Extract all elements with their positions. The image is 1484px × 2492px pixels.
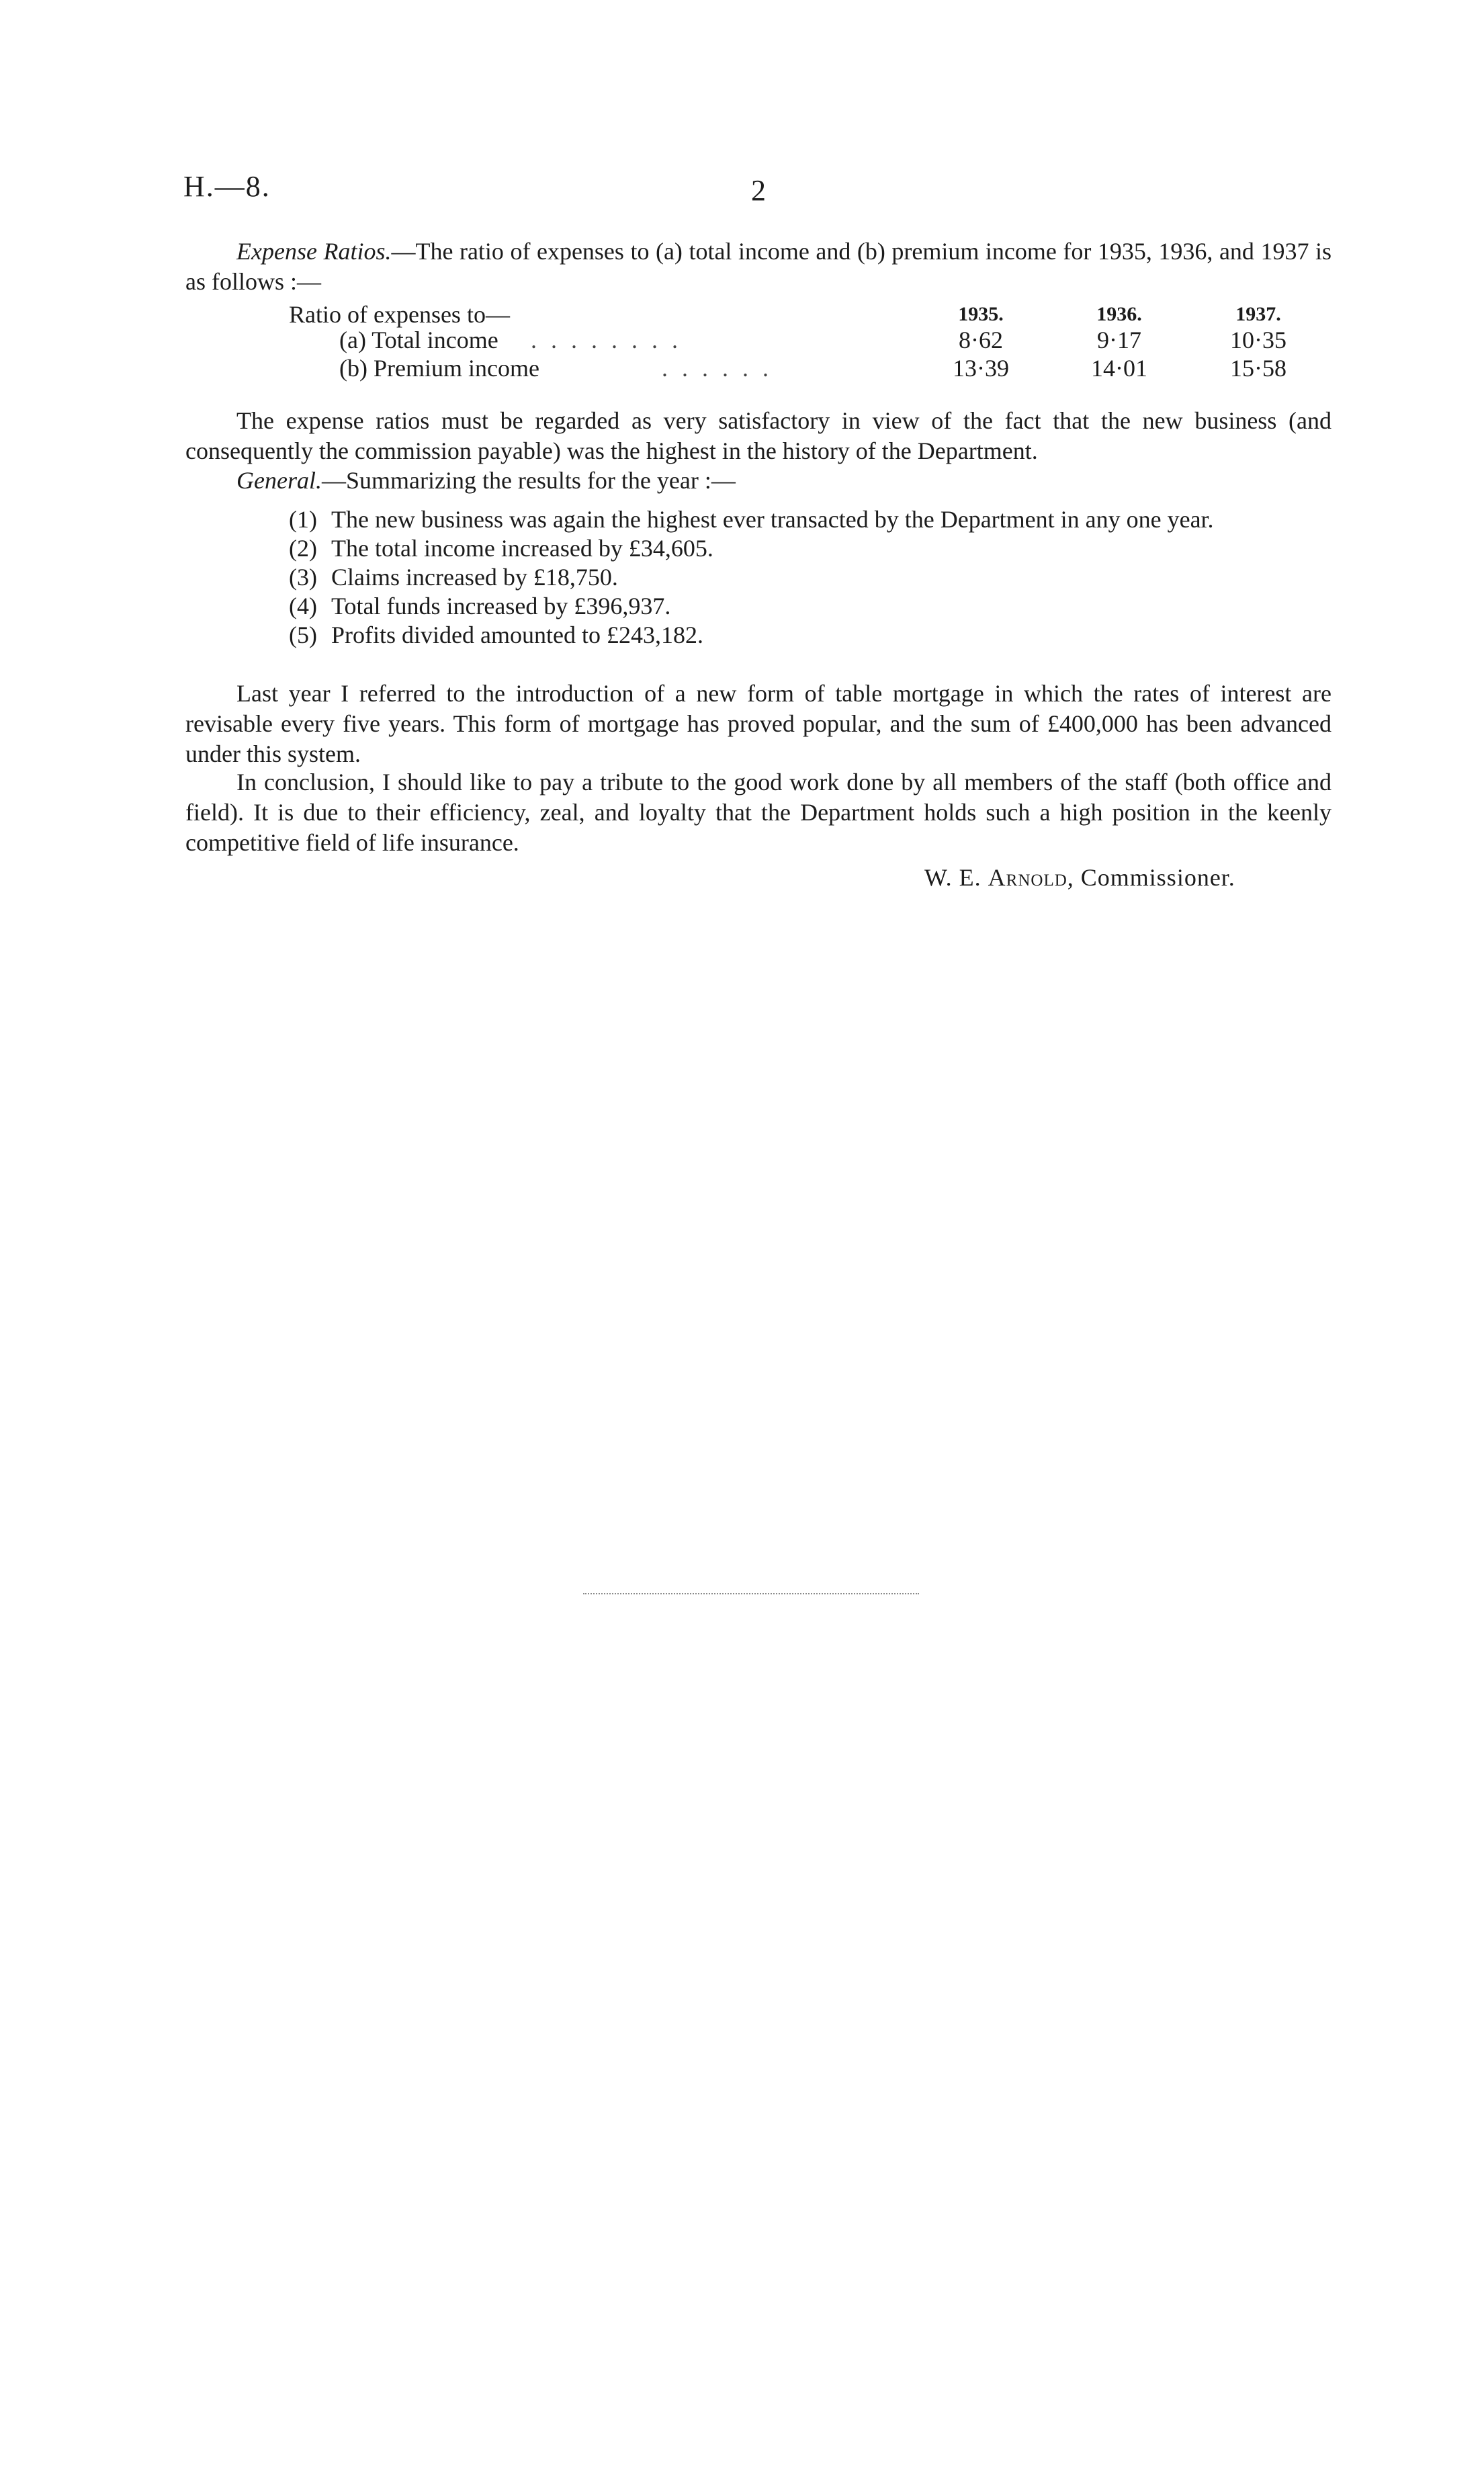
value-1936: 9·17 bbox=[1097, 327, 1141, 353]
document-code: H.—8. bbox=[183, 170, 271, 203]
expense-comment-paragraph: The expense ratios must be regarded as very satisfactory in view of the fact that the new business (and consequently the commission payable) was the highest in the history of the Department. bbox=[185, 407, 1332, 464]
list-item bbox=[289, 534, 1332, 563]
ratio-row-label: (b) Premium income bbox=[339, 355, 539, 382]
year-header-1935: 1935. bbox=[958, 303, 1004, 325]
expense-ratios-heading: Expense Ratios. bbox=[236, 238, 392, 265]
list-item-text: Total funds increased by £396,937. bbox=[331, 593, 671, 619]
leader-dots: . . . . . . bbox=[662, 355, 773, 382]
list-item bbox=[289, 563, 1332, 592]
ratio-row-premium-income bbox=[339, 354, 1286, 382]
list-item-number: (4) bbox=[289, 593, 317, 619]
expense-ratios-paragraph bbox=[185, 237, 1332, 297]
signature bbox=[924, 863, 1235, 892]
year-header-1936: 1936. bbox=[1096, 303, 1142, 325]
list-item bbox=[289, 592, 1332, 621]
conclusion-paragraph: In conclusion, I should like to pay a tribute to the good work done by all members of the staff (both office and field). It is due to their efficiency, zeal, and loyalty that the Department holds such a high position in the keenly competitive field of life insurance. bbox=[185, 769, 1332, 856]
ratio-row-label: (a) Total income bbox=[339, 327, 498, 353]
expense-ratios-text: —The ratio of expenses to (a) total income and (b) premium income for 1935, 1936, and 1937 is as follows :— bbox=[185, 238, 1332, 295]
list-item-text: Claims increased by £18,750. bbox=[331, 564, 618, 591]
ratio-row-total-income bbox=[339, 326, 1286, 354]
general-paragraph bbox=[185, 466, 1332, 496]
list-item-number: (1) bbox=[289, 506, 317, 533]
list-item bbox=[289, 621, 1332, 650]
results-list bbox=[289, 505, 1332, 650]
signature-initials: W. E. bbox=[924, 864, 988, 891]
list-item-text: The total income increased by £34,605. bbox=[331, 535, 713, 562]
signature-title: , Commissioner. bbox=[1067, 864, 1235, 891]
leader-dots: . . . . . . . . bbox=[531, 327, 682, 353]
year-header-1937: 1937. bbox=[1235, 303, 1281, 325]
general-heading: General. bbox=[236, 467, 322, 494]
list-item-number: (2) bbox=[289, 535, 317, 562]
value-1935: 13·39 bbox=[953, 355, 1009, 382]
list-item bbox=[289, 505, 1332, 534]
list-item-text: The new business was again the highest ever transacted by the Department in any one year. bbox=[331, 506, 1214, 533]
ratio-table-title: Ratio of expenses to— bbox=[289, 301, 510, 328]
page-number: 2 bbox=[751, 174, 766, 207]
list-item-text: Profits divided amounted to £243,182. bbox=[331, 621, 703, 648]
end-rule-divider bbox=[583, 1593, 919, 1594]
mortgage-paragraph: Last year I referred to the introduction of a new form of table mortgage in which the rates of interest are revisable every five years. This form of mortgage has proved popular, and the sum of £400,000 has been advanced under this system. bbox=[185, 680, 1332, 767]
value-1935: 8·62 bbox=[959, 327, 1003, 353]
signature-surname: Arnold bbox=[988, 864, 1067, 891]
value-1936: 14·01 bbox=[1091, 355, 1147, 382]
general-text: —Summarizing the results for the year :— bbox=[321, 467, 736, 494]
list-item-number: (3) bbox=[289, 564, 317, 591]
value-1937: 15·58 bbox=[1230, 355, 1286, 382]
value-1937: 10·35 bbox=[1230, 327, 1286, 353]
list-item-number: (5) bbox=[289, 621, 317, 648]
